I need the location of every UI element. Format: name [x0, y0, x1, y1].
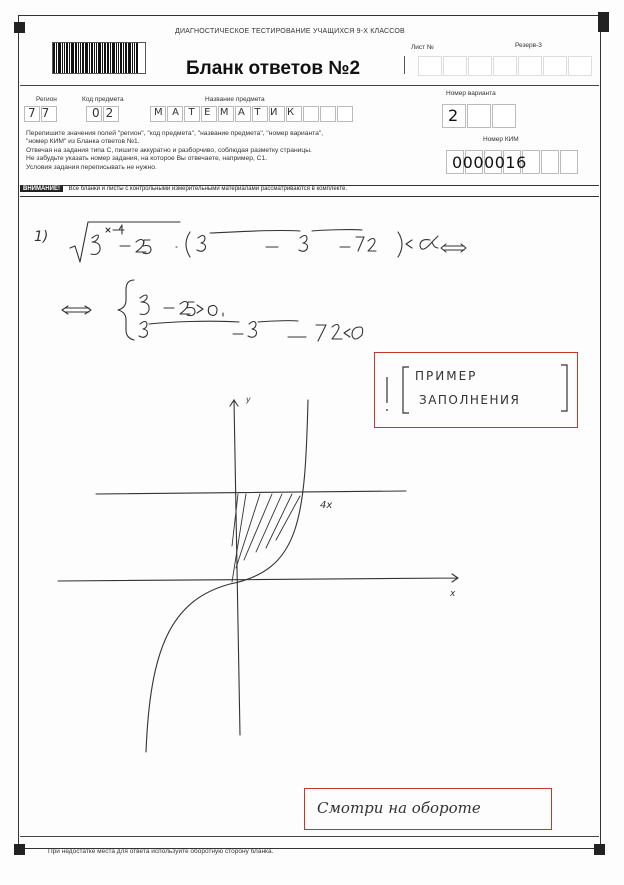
kim-label: Номер КИМ — [483, 136, 519, 143]
exponent-b — [312, 230, 362, 231]
subject-code-label: Код предмета — [82, 96, 124, 103]
three-b — [299, 236, 308, 252]
region-value: 77 — [28, 106, 56, 120]
variant-value: 2 — [448, 106, 459, 125]
variant-label: Номер варианта — [446, 90, 496, 97]
graph-y-label: y — [246, 395, 251, 404]
subject-name-value: МАТЕМАТИК — [154, 107, 304, 118]
right-paren — [398, 232, 402, 257]
exponent-x-4 — [106, 225, 124, 234]
system-brace — [118, 280, 134, 340]
see-reverse-box — [304, 788, 552, 830]
equiv-arrow-left — [62, 306, 91, 314]
sample-stamp — [374, 352, 578, 428]
reserve-label: Резерв-3 — [515, 42, 542, 49]
sheet-number-label: Лист № — [411, 44, 434, 51]
sqrt-sign — [70, 222, 180, 262]
footer-divider — [20, 836, 599, 837]
three-a — [197, 236, 206, 252]
subject-name-label: Название предмета — [205, 96, 265, 103]
hatching — [232, 494, 300, 582]
kim-value: 0000016 — [452, 153, 527, 172]
minus-72 — [340, 237, 376, 251]
equiv-arrow — [441, 244, 466, 252]
instruction-line: Перепишите значения полей "регион", "код предмета", "название предмета", "номер варианта", — [26, 130, 324, 137]
subject-code-value: 02 — [92, 106, 120, 120]
system-line-2 — [139, 321, 363, 341]
less-than — [406, 240, 412, 248]
y-axis — [230, 400, 240, 735]
stamp-line-1: ПРИМЕР — [415, 369, 478, 383]
curve — [146, 400, 308, 752]
stamp-line-2: ЗАПОЛНЕНИЯ — [419, 393, 521, 407]
exponent-a — [210, 230, 300, 233]
warning-text: Все бланки и листы с контрольными измерительными материалами рассматриваются в комплекте. — [68, 186, 348, 192]
graph-x-label: x — [450, 589, 456, 599]
instruction-line: Не забудьте указать номер задания, на которое Вы отвечаете, например, С1. — [26, 155, 268, 163]
task-number: 1) — [34, 229, 49, 245]
footer-text: При недостатке места для ответа используйте оборотную сторону бланка. — [48, 848, 274, 855]
minus-25 — [120, 240, 151, 254]
form-title: Бланк ответов №2 — [186, 58, 361, 79]
instruction-line: Отвечая на задания типа С, пишите аккуратно и разборчиво, соблюдая разметку страницы. — [26, 146, 312, 154]
expression-5 — [91, 235, 100, 255]
region-label: Регион — [36, 96, 57, 103]
stamp-brackets — [375, 353, 577, 427]
system-line-1 — [140, 295, 223, 316]
see-reverse-text: Смотри на обороте — [317, 799, 481, 817]
left-paren — [186, 232, 190, 257]
warning-badge: ВНИМАНИЕ! — [20, 186, 63, 192]
horizontal-line — [96, 491, 406, 494]
test-title: ДИАГНОСТИЧЕСКОЕ ТЕСТИРОВАНИЕ УЧАЩИХСЯ 9-Х КЛАССОВ — [175, 28, 405, 35]
graph-point-label: 4x — [320, 500, 333, 511]
alpha — [420, 236, 438, 249]
instruction-line: "номер КИМ" из Бланка ответов №1. — [26, 138, 140, 146]
instruction-line: Условия задания переписывать не нужно. — [26, 163, 157, 171]
